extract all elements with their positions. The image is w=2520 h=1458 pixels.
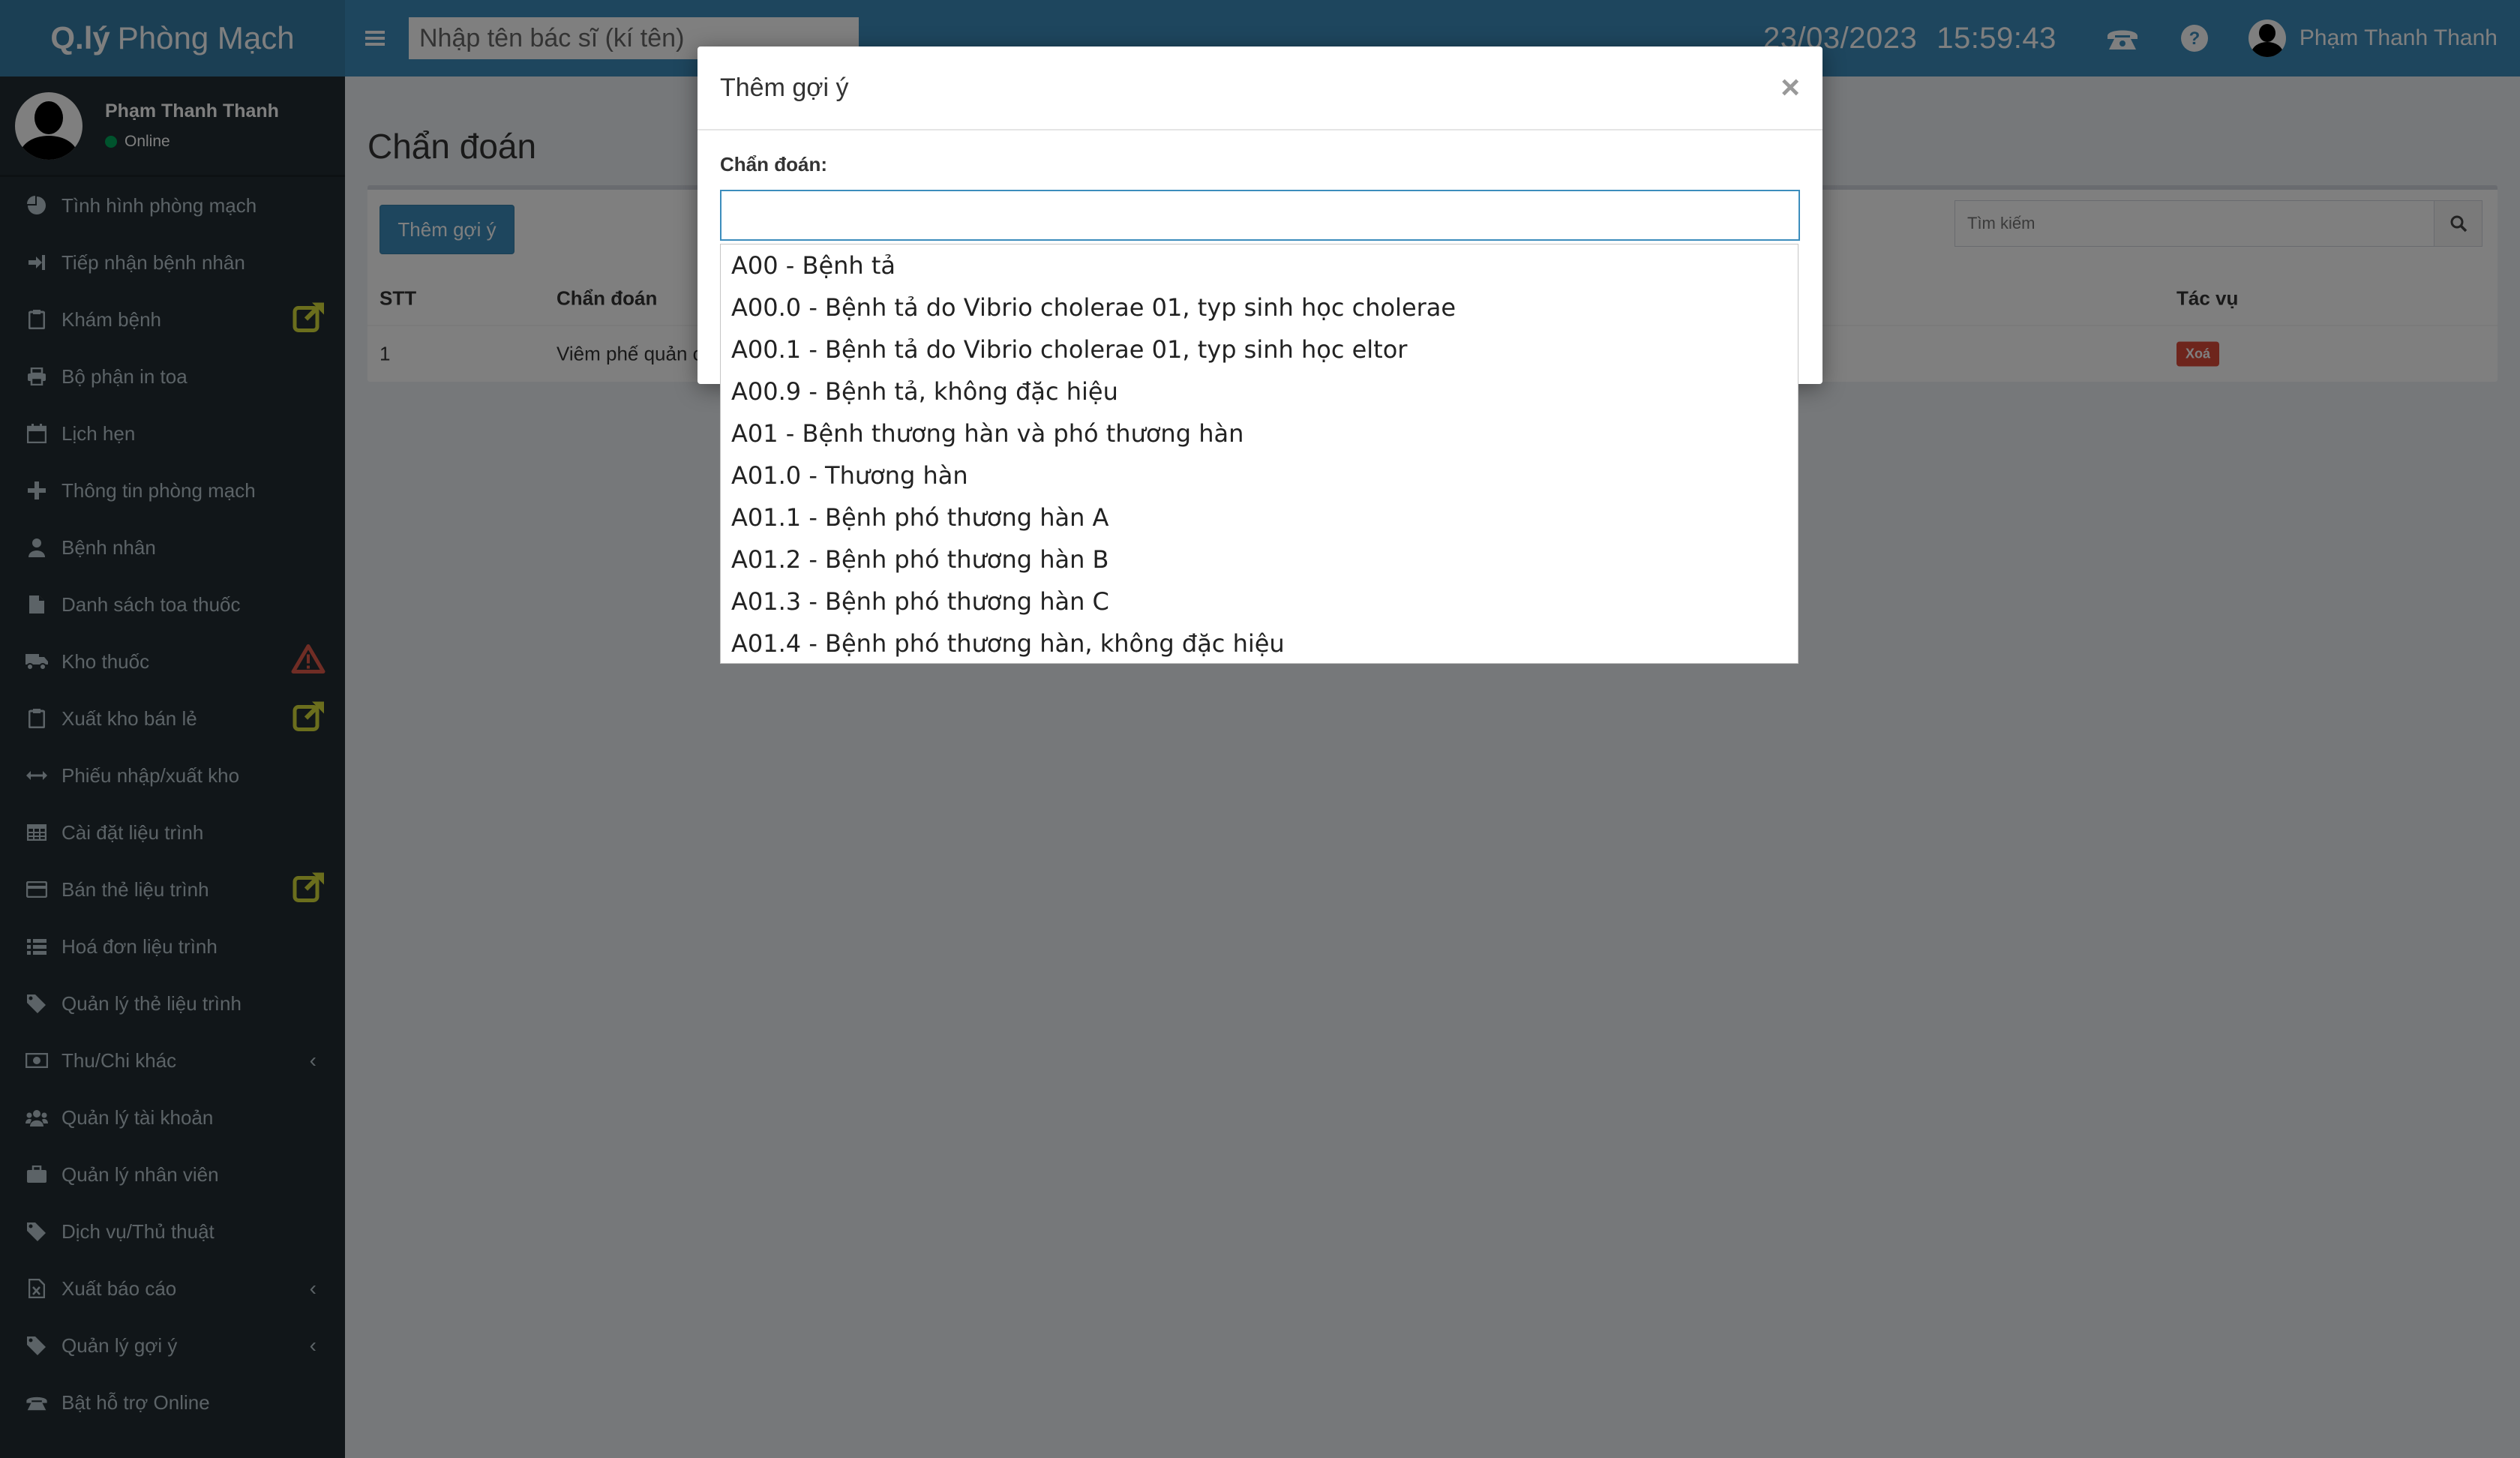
modal-title: Thêm gợi ý: [720, 73, 849, 102]
autocomplete-item[interactable]: A01.0 - Thương hàn: [731, 461, 968, 490]
autocomplete-item[interactable]: A01 - Bệnh thương hàn và phó thương hàn: [731, 419, 1244, 448]
diagnosis-autocomplete-list: [720, 244, 1798, 664]
autocomplete-item[interactable]: A01.4 - Bệnh phó thương hàn, không đặc hiệu: [731, 629, 1285, 658]
autocomplete-item[interactable]: A00.9 - Bệnh tả, không đặc hiệu: [731, 377, 1118, 406]
close-icon[interactable]: ×: [1780, 69, 1800, 106]
autocomplete-item[interactable]: A00.0 - Bệnh tả do Vibrio cholerae 01, typ sinh học cholerae: [731, 293, 1456, 322]
autocomplete-item[interactable]: A00 - Bệnh tả: [731, 251, 896, 280]
autocomplete-item[interactable]: A00.1 - Bệnh tả do Vibrio cholerae 01, typ sinh học eltor: [731, 335, 1408, 364]
autocomplete-item[interactable]: A01.3 - Bệnh phó thương hàn C: [731, 587, 1109, 616]
autocomplete-item[interactable]: A01.1 - Bệnh phó thương hàn A: [731, 503, 1109, 532]
diagnosis-input[interactable]: [720, 190, 1800, 241]
autocomplete-item[interactable]: A01.2 - Bệnh phó thương hàn B: [731, 545, 1109, 574]
diagnosis-field-label: Chẩn đoán:: [720, 153, 827, 176]
